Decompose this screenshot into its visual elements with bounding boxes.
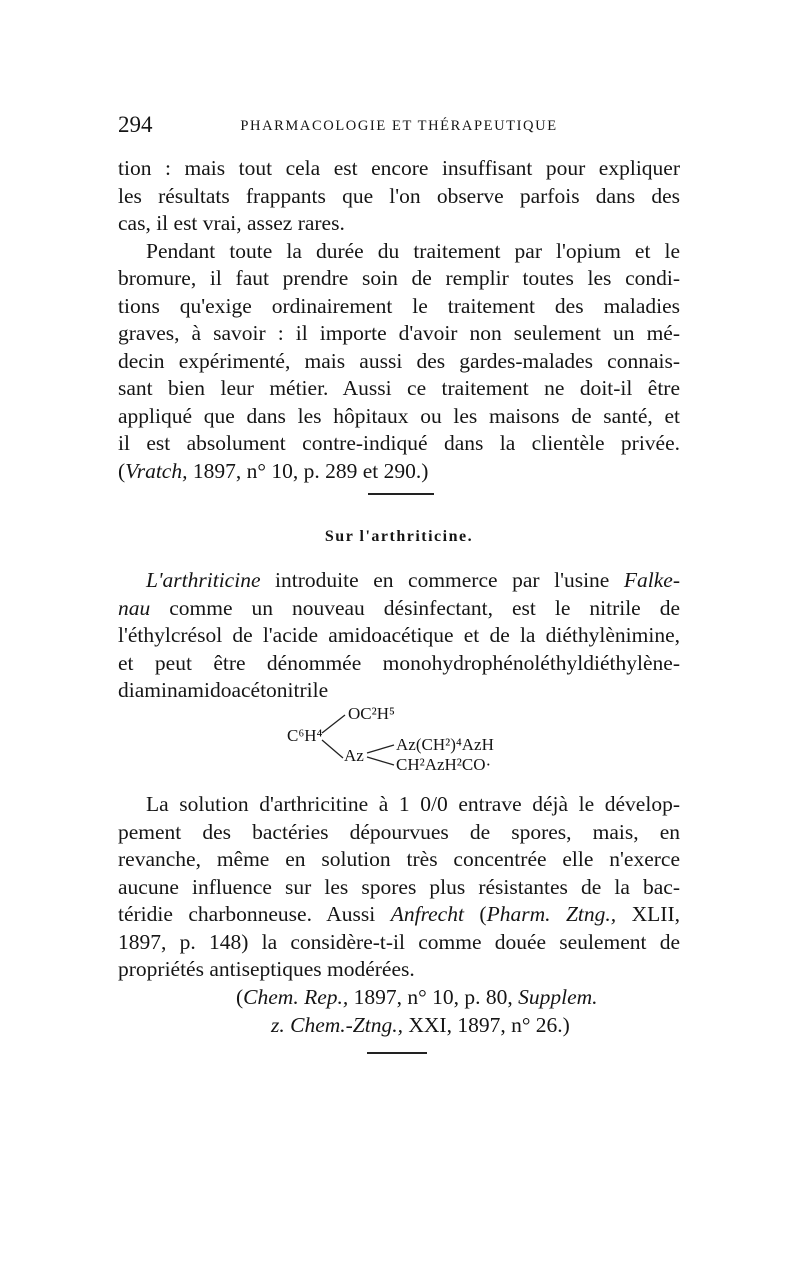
text-line: cas, il est vrai, assez rares. <box>118 211 345 235</box>
text-line: decin expérimenté, mais aussi des gardes-malades connais- <box>118 348 680 373</box>
text-line: Pendant toute la durée du traitement par l'opium et le <box>146 238 680 263</box>
text-line: les résultats frappants que l'on observe parfois dans des <box>118 183 680 208</box>
text-line: sant bien leur métier. Aussi ce traitement ne doit-il être <box>118 376 680 400</box>
text-line: diaminamidoacétonitrile <box>118 678 329 702</box>
section-title: Sur l'arthriticine. <box>324 528 474 545</box>
text-line: et peut être dénommée monohydrophénoléthyldiéthylène- <box>118 650 680 675</box>
text-line: propriétés antiseptiques modérées. <box>118 957 415 981</box>
page-header <box>118 112 680 142</box>
section-divider <box>368 493 434 495</box>
journal-name: Vratch, <box>125 458 188 483</box>
text-line: La solution d'arthricitine à 1 0/0 entrave déjà le dévelop- <box>146 792 680 816</box>
text-line: il est absolument contre-indiqué dans la clientèle privée. <box>118 431 680 455</box>
formula-c6h4: C⁶H⁴ <box>287 726 323 745</box>
text-line: l'éthylcrésol de l'acide amidoacétique et de la diéthylènimine, <box>118 623 680 647</box>
formula-az: Az <box>344 746 364 765</box>
paragraph-treatment <box>118 238 680 486</box>
paragraph-arthriticine <box>118 567 680 705</box>
paragraph-continuation <box>118 155 680 238</box>
running-title: PHARMACOLOGIE ET THÉRAPEUTIQUE <box>240 118 558 134</box>
text-line: nau comme un nouveau désinfectant, est le nitrile de <box>118 595 680 620</box>
formula-oc2h5: OC²H⁵ <box>348 704 395 723</box>
formula-az-ch2: Az(CH²)⁴AzH <box>396 735 494 754</box>
text-line: revanche, même en solution très concentrée elle n'exerce <box>118 847 680 871</box>
citation-vratch: (Vratch, 1897, n° 10, p. 289 et 290.) <box>118 458 429 483</box>
text-line: tions qu'exige ordinairement le traitement des maladies <box>118 293 680 318</box>
text-line: aucune influence sur les spores plus résistantes de la bac- <box>118 874 680 899</box>
citation-line: (Chem. Rep., 1897, n° 10, p. 80, Supplem. <box>236 985 598 1009</box>
text-line: graves, à savoir : il importe d'avoir non seulement un mé- <box>118 321 680 345</box>
text-line: 1897, p. 148) la considère-t-il comme douée seulement de <box>118 929 680 954</box>
text-line: pement des bactéries dépourvues de spores, mais, en <box>118 819 680 844</box>
citation-chem-rep <box>118 984 680 1039</box>
text-line: appliqué que dans les hôpitaux ou les maisons de santé, et <box>118 403 680 428</box>
page-number: 294 <box>118 112 153 137</box>
text-line: tion : mais tout cela est encore insuffisant pour expliquer <box>118 156 680 180</box>
paragraph-solution <box>118 791 680 984</box>
text-line: téridie charbonneuse. Aussi Anfrecht (Pharm. Ztng., XLII, <box>118 902 680 926</box>
end-divider <box>367 1052 427 1054</box>
text-line: L'arthriticine introduite en commerce par l'usine Falke- <box>146 568 680 592</box>
text-line: bromure, il faut prendre soin de remplir toutes les condi- <box>118 266 680 290</box>
formula-ch2azh2co: CH²AzH²CO· <box>396 755 492 774</box>
chemical-formula <box>0 700 800 790</box>
citation-line: z. Chem.-Ztng., XXI, 1897, n° 26.) <box>271 1012 570 1037</box>
